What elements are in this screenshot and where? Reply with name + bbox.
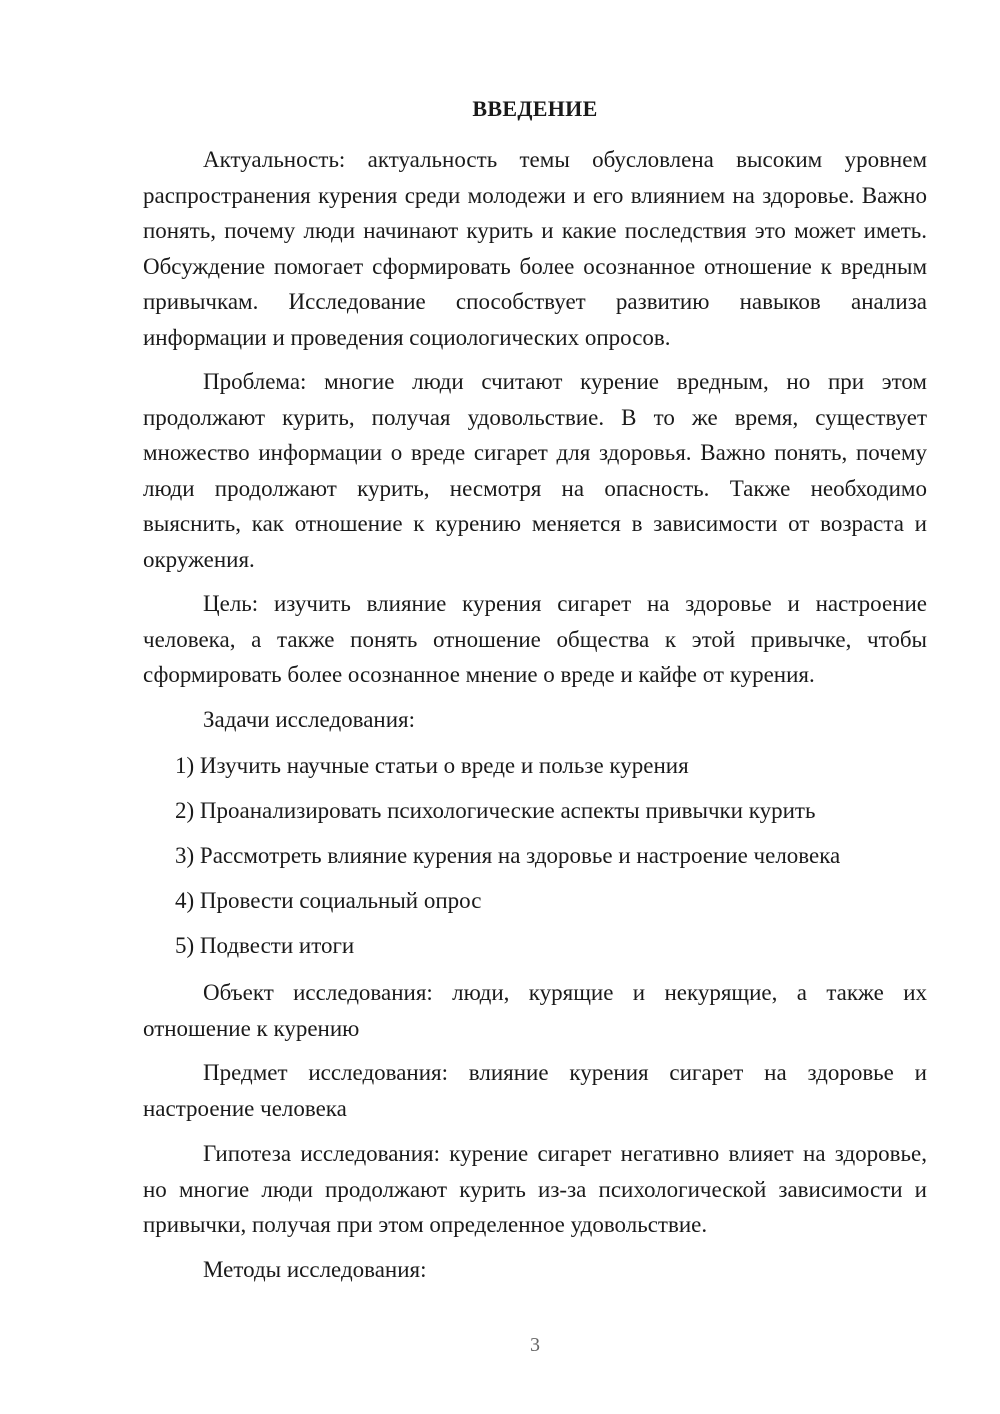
task-item-1: 1) Изучить научные статьи о вреде и пользе курения — [175, 753, 689, 778]
subject-paragraph: Предмет исследования: влияние курения сигарет на здоровье и настроение человека — [143, 1060, 927, 1121]
tasks-title: Задачи исследования: — [203, 707, 416, 732]
task-item-5: 5) Подвести итоги — [175, 933, 355, 958]
page-number: 3 — [530, 1334, 540, 1356]
methods-title: Методы исследования: — [203, 1257, 427, 1282]
task-item-3: 3) Рассмотреть влияние курения на здоровье и настроение человека — [175, 843, 841, 868]
task-item-2: 2) Проанализировать психологические аспекты привычки курить — [175, 798, 816, 823]
relevance-paragraph: Актуальность: актуальность темы обусловлена высоким уровнем распространения курения среди молодежи и его влиянием на здоровье. Важно понять, почему люди начинают курить и какие последствия это может иметь. Обсуждение помогает сформировать более осознанное отношение к вредным привычкам. Исследование способствует развитию навыков анализа информации и проведения социологических опросов. — [143, 147, 927, 350]
section-heading: ВВЕДЕНИЕ — [472, 96, 598, 121]
goal-paragraph: Цель: изучить влияние курения сигарет на здоровье и настроение человека, а также понять отношение общества к этой привычке, чтобы сформировать более осознанное мнение о вреде и кайфе от курения. — [143, 591, 927, 687]
task-item-4: 4) Провести социальный опрос — [175, 888, 482, 913]
hypothesis-paragraph: Гипотеза исследования: курение сигарет негативно влияет на здоровье, но многие люди продолжают курить из-за психологической зависимости и привычки, получая при этом определенное удовольствие. — [143, 1141, 927, 1237]
object-paragraph: Объект исследования: люди, курящие и некурящие, а также их отношение к курению — [143, 980, 927, 1041]
problem-paragraph: Проблема: многие люди считают курение вредным, но при этом продолжают курить, получая удовольствие. В то же время, существует множество информации о вреде сигарет для здоровья. Важно понять, почему люди продолжают курить, несмотря на опасность. Также необходимо выяснить, как отношение к курению меняется в зависимости от возраста и окружения. — [143, 369, 927, 572]
